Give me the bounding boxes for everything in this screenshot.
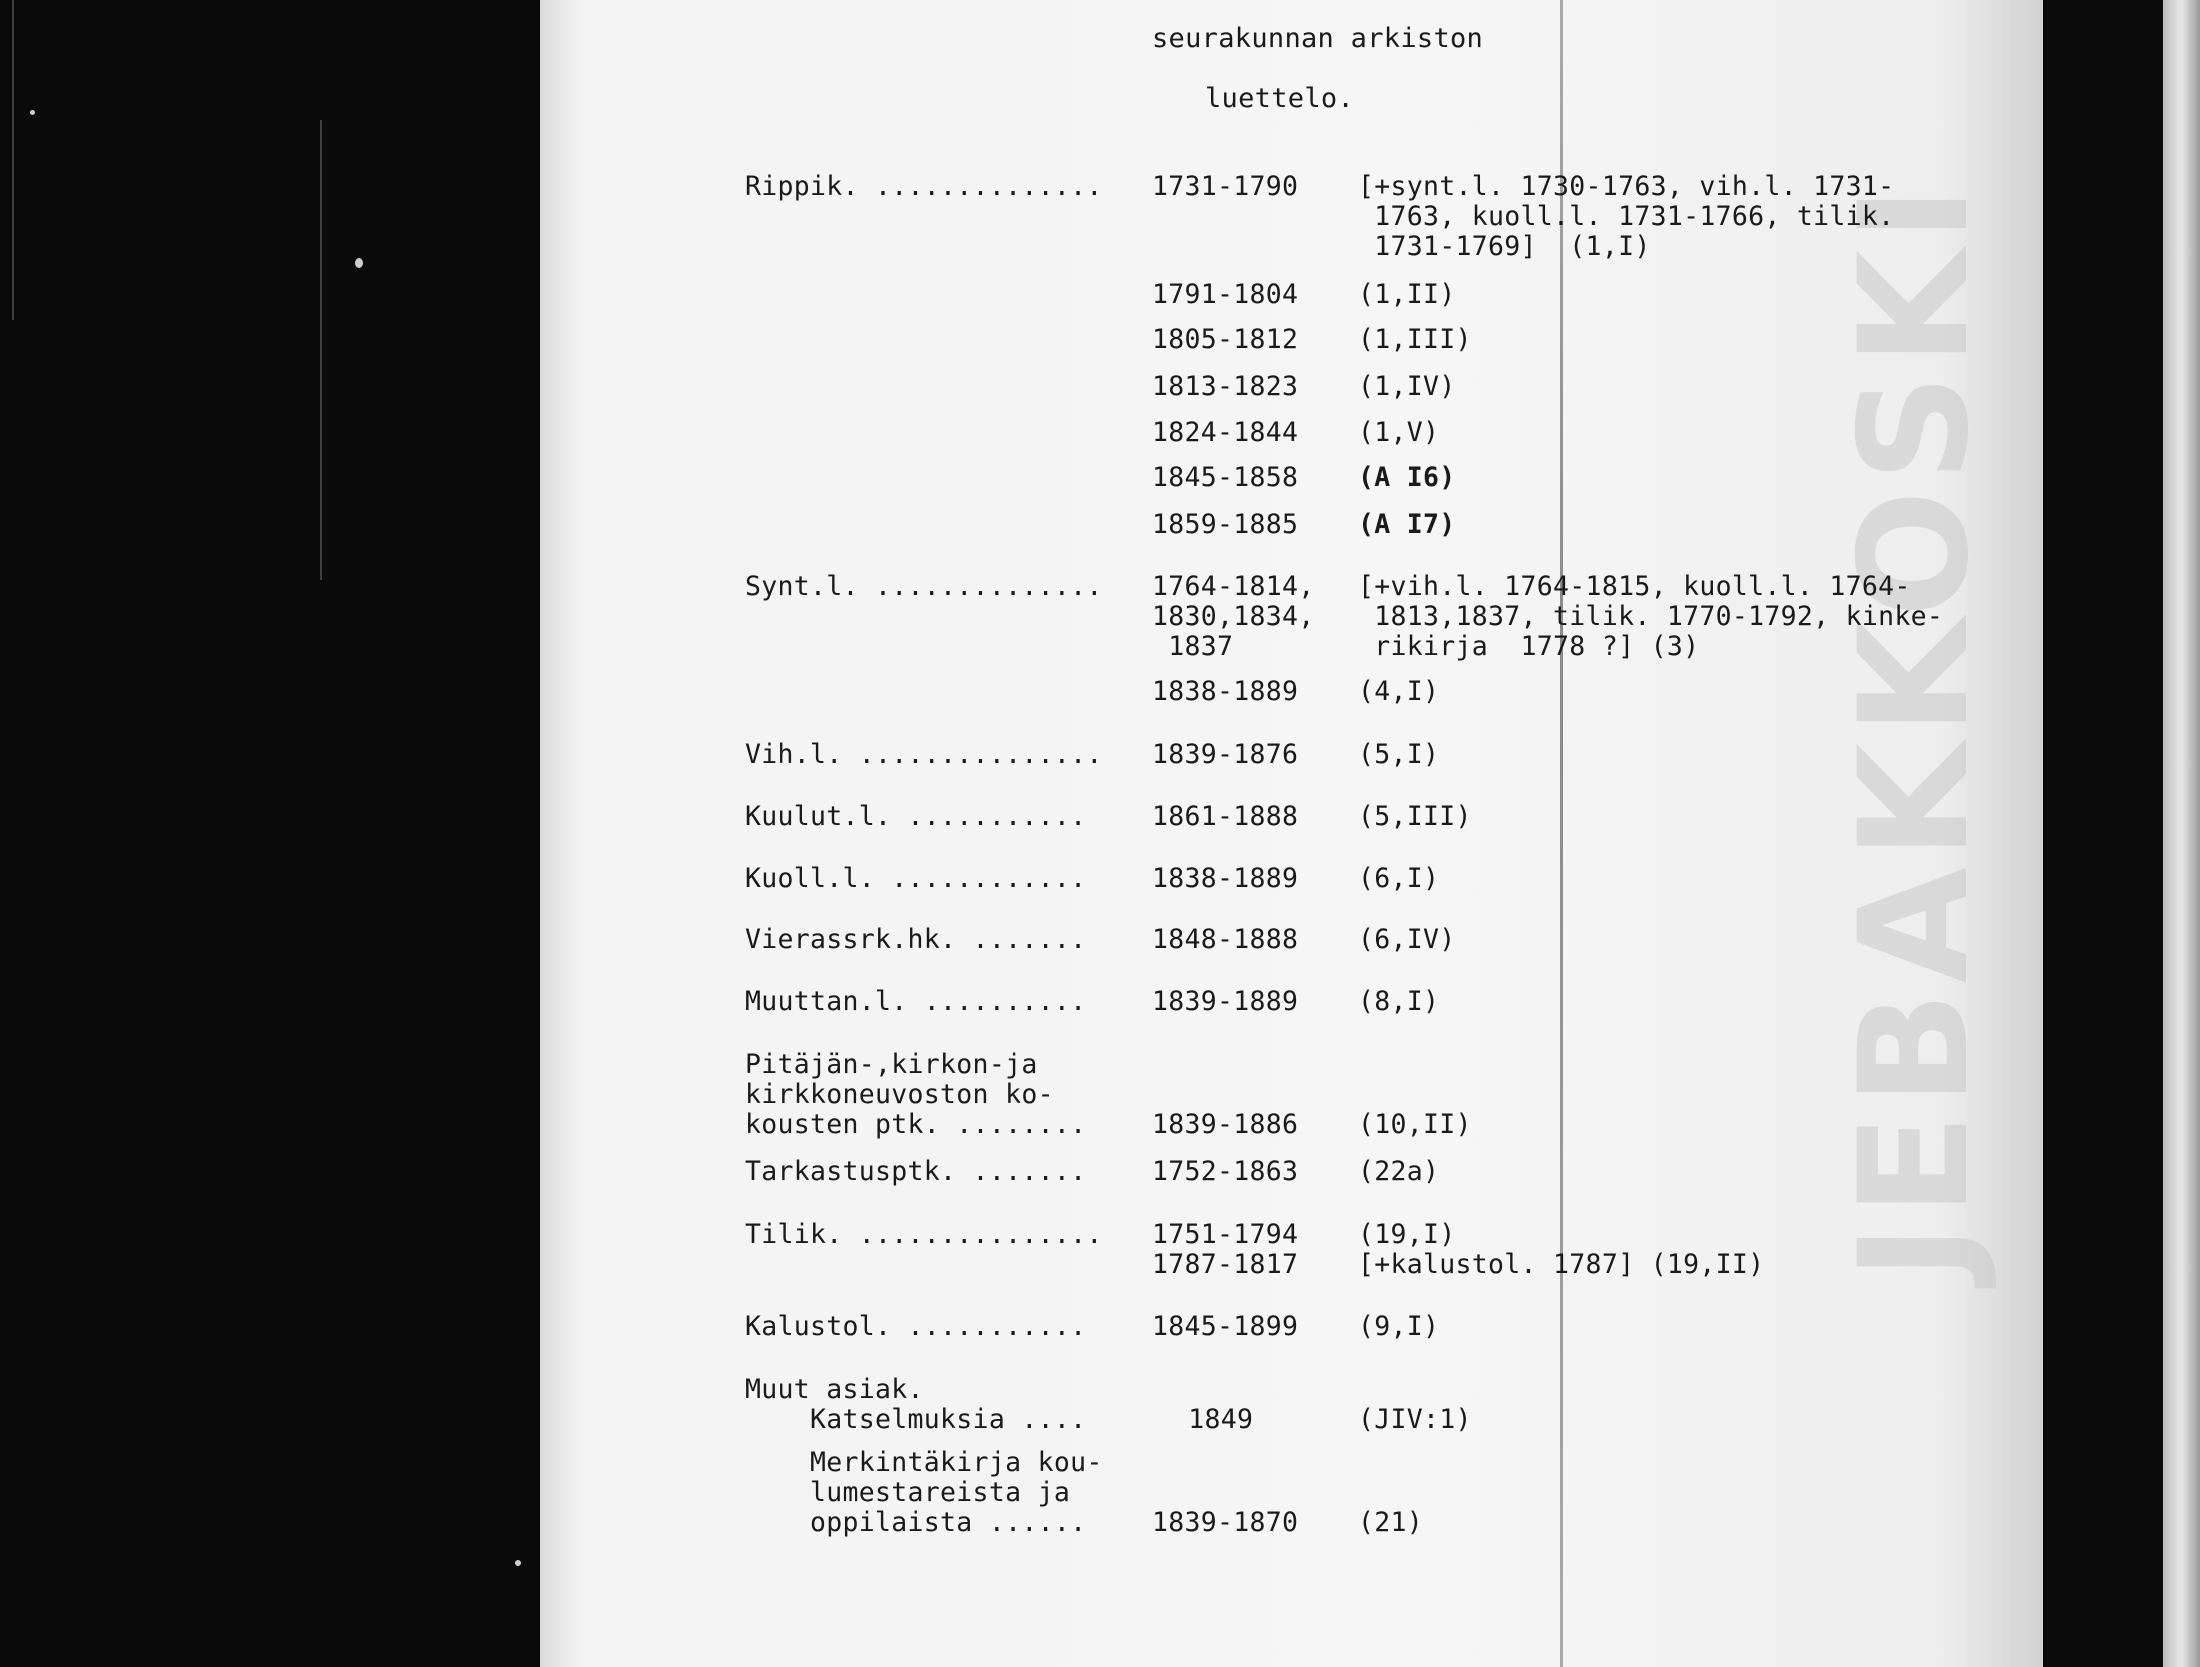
row-years: 1764-1814, 1830,1834, 1837 — [1152, 571, 1315, 662]
film-speck — [355, 258, 363, 268]
row-ref: (4,I) — [1358, 676, 1440, 707]
row-label: Tarkastusptk. ....... — [745, 1156, 1087, 1187]
row-label: Tilik. ............... — [745, 1219, 1103, 1250]
row-label: Kuoll.l. ............ — [745, 863, 1087, 894]
row-years: 1839-1886 — [1152, 1109, 1299, 1140]
row-years: 1848-1888 — [1152, 924, 1299, 955]
film-speck — [515, 1560, 521, 1566]
film-speck — [30, 110, 35, 115]
row-years: 1838-1889 — [1152, 676, 1299, 707]
row-label: Vierassrk.hk. ....... — [745, 924, 1087, 955]
row-ref: (JIV:1) — [1358, 1404, 1472, 1435]
row-label: Muuttan.l. .......... — [745, 986, 1087, 1017]
film-scratch — [12, 0, 14, 320]
row-years: 1839-1876 — [1152, 739, 1299, 770]
row-years: 1859-1885 — [1152, 509, 1299, 540]
row-ref: (1,IV) — [1358, 371, 1456, 402]
row-label: Rippik. .............. — [745, 171, 1103, 202]
row-years: 1845-1858 — [1152, 462, 1299, 493]
row-ref: (9,I) — [1358, 1311, 1440, 1342]
row-years: 1751-1794 1787-1817 — [1152, 1219, 1299, 1280]
row-ref: [+vih.l. 1764-1815, kuoll.l. 1764- 1813,1837, tilik. 1770-1792, kinke- rikirja 1778 ?] (3) — [1358, 571, 1944, 662]
row-years: 1839-1889 — [1152, 986, 1299, 1017]
film-edge-right — [2043, 0, 2163, 1667]
row-label: Synt.l. .............. — [745, 571, 1103, 602]
row-ref: (A I6) — [1358, 462, 1456, 493]
heading-line-2: luettelo. — [1205, 83, 1354, 114]
stamp-watermark: JEBAKKOSKI — [1828, 177, 2002, 1280]
row-ref: (22a) — [1358, 1156, 1440, 1187]
row-ref: (1,V) — [1358, 417, 1440, 448]
row-years: 1731-1790 — [1152, 171, 1299, 202]
row-ref: (8,I) — [1358, 986, 1440, 1017]
row-ref: [+synt.l. 1730-1763, vih.l. 1731- 1763, kuoll.l. 1731-1766, tilik. 1731-1769] (1,I) — [1358, 171, 1895, 262]
film-edge-left — [0, 0, 540, 1667]
row-ref: (1,II) — [1358, 279, 1456, 310]
row-years: 1791-1804 — [1152, 279, 1299, 310]
heading-line-1: seurakunnan arkiston — [1152, 23, 1484, 54]
row-ref: (1,III) — [1358, 324, 1472, 355]
row-ref: (19,I) [+kalustol. 1787] (19,II) — [1358, 1219, 1765, 1280]
row-label: Kuulut.l. ........... — [745, 801, 1087, 832]
row-years: 1839-1870 — [1152, 1507, 1299, 1538]
row-years: 1845-1899 — [1152, 1311, 1299, 1342]
row-years: 1861-1888 — [1152, 801, 1299, 832]
row-ref: (5,III) — [1358, 801, 1472, 832]
row-ref: (6,I) — [1358, 863, 1440, 894]
row-ref: (10,II) — [1358, 1109, 1472, 1140]
row-years: 1805-1812 — [1152, 324, 1299, 355]
row-years: 1849 — [1188, 1404, 1254, 1435]
row-label: Kalustol. ........... — [745, 1311, 1087, 1342]
row-years: 1752-1863 — [1152, 1156, 1299, 1187]
film-strip-right — [2163, 0, 2200, 1667]
row-label: Vih.l. ............... — [745, 739, 1103, 770]
row-ref: (A I7) — [1358, 509, 1456, 540]
row-years: 1838-1889 — [1152, 863, 1299, 894]
row-years: 1813-1823 — [1152, 371, 1299, 402]
row-label: Pitäjän-,kirkon-ja kirkkoneuvoston ko- kousten ptk. ........ — [745, 1049, 1087, 1140]
film-scratch — [320, 120, 322, 580]
row-label: Merkintäkirja kou- lumestareista ja oppilaista ...... — [810, 1447, 1103, 1538]
row-ref: (5,I) — [1358, 739, 1440, 770]
row-ref: (21) — [1358, 1507, 1424, 1538]
row-years: 1824-1844 — [1152, 417, 1299, 448]
row-label: Muut asiak. Katselmuksia .... — [745, 1374, 1087, 1435]
row-ref: (6,IV) — [1358, 924, 1456, 955]
